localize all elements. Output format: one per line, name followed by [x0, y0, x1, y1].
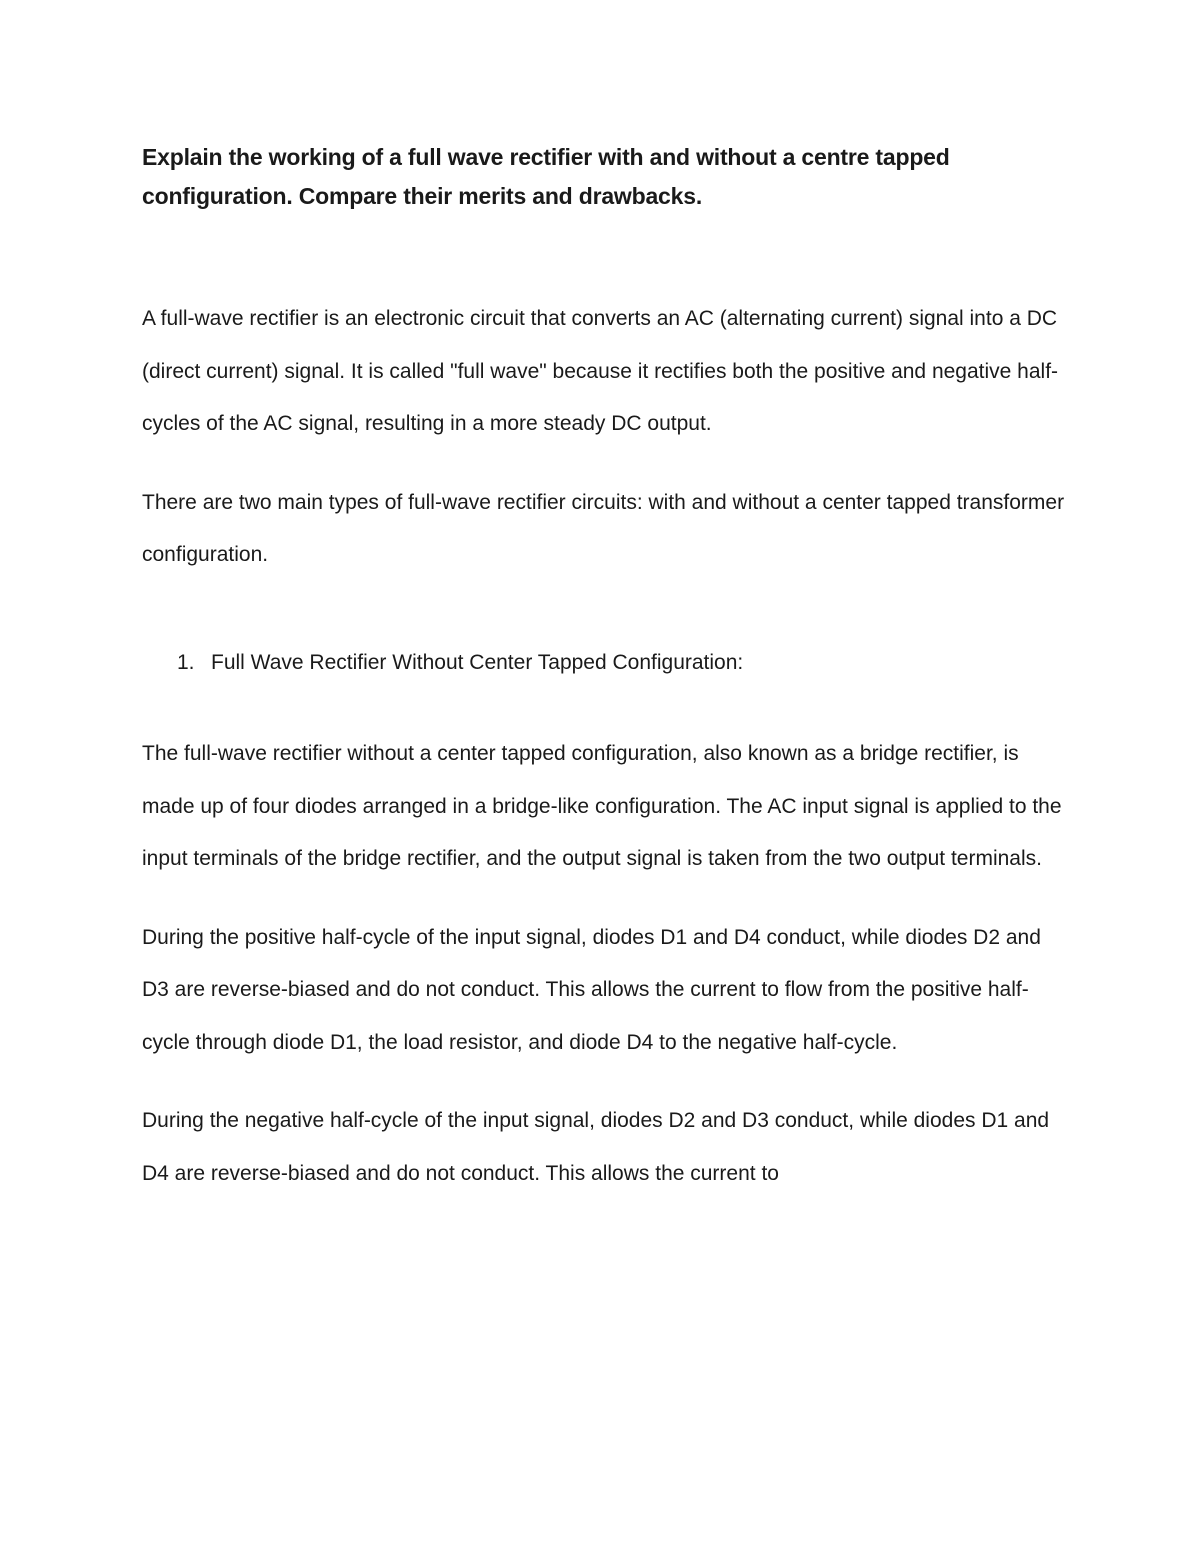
positive-half-cycle-paragraph: During the positive half-cycle of the input signal, diodes D1 and D4 conduct, while diodes D2 and D3 are reverse-biased and do not conduct. This allows the current to flow from the positive half-cycle through diode D1, the load resistor, and diode D4 to the negative half-cycle. — [142, 925, 1041, 1054]
negative-half-cycle-paragraph: During the negative half-cycle of the input signal, diodes D2 and D3 conduct, while diodes D1 and D4 are reverse-biased and do not conduct. This allows the current to — [142, 1109, 1050, 1185]
list-item-text: Full Wave Rectifier Without Center Tapped Configuration: — [211, 650, 744, 674]
list-item — [142, 637, 1072, 690]
question-heading: Explain the working of a full wave rectifier with and without a centre tapped configuration. Compare their merits and drawbacks. — [142, 144, 950, 209]
list-item-number: 1. — [177, 650, 195, 674]
document-body — [142, 138, 1072, 1200]
section-list — [142, 637, 1072, 690]
bridge-rectifier-paragraph: The full-wave rectifier without a center tapped configuration, also known as a bridge rectifier, is made up of four diodes arranged in a bridge-like configuration. The AC input signal is applied to the input terminals of the bridge rectifier, and the output signal is taken from the two output terminals. — [142, 742, 1062, 870]
types-paragraph: There are two main types of full-wave rectifier circuits: with and without a center tapped transformer configuration. — [142, 490, 1065, 566]
intro-paragraph: A full-wave rectifier is an electronic circuit that converts an AC (alternating current) signal into a DC (direct current) signal. It is called "full wave" because it rectifies both the positive and negative half-cycles of the AC signal, resulting in a more steady DC output. — [142, 307, 1059, 435]
